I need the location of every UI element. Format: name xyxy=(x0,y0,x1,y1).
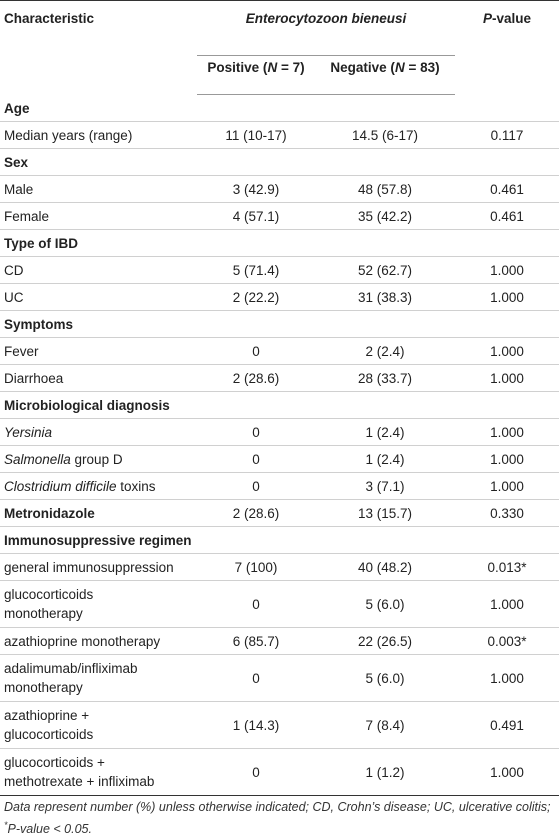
cell-characteristic: Median years (range) xyxy=(0,122,197,149)
cell-pvalue: 1.000 xyxy=(455,419,559,446)
cell-characteristic: Salmonella group D xyxy=(0,446,197,473)
cell-positive: 5 (71.4) xyxy=(197,257,315,284)
cell-characteristic: Female xyxy=(0,203,197,230)
cell-negative: 48 (57.8) xyxy=(315,176,455,203)
section-row xyxy=(0,500,559,527)
section-row xyxy=(0,149,559,176)
cell-positive: 1 (14.3) xyxy=(197,702,315,749)
header-characteristic: Characteristic xyxy=(0,1,197,95)
cell-characteristic: Yersinia xyxy=(0,419,197,446)
section-row xyxy=(0,311,559,338)
cell-characteristic: glucocorticoids monotherapy xyxy=(0,581,197,628)
table-row xyxy=(0,419,559,446)
table-row xyxy=(0,122,559,149)
cell-characteristic: Diarrhoea xyxy=(0,365,197,392)
cell-negative: 7 (8.4) xyxy=(315,702,455,749)
cell-negative: 1 (2.4) xyxy=(315,446,455,473)
table-row xyxy=(0,365,559,392)
cell-pvalue: 1.000 xyxy=(455,338,559,365)
cell-positive: 0 xyxy=(197,446,315,473)
cell-pvalue: 0.461 xyxy=(455,203,559,230)
cell-positive: 3 (42.9) xyxy=(197,176,315,203)
cell-pvalue: 1.000 xyxy=(455,581,559,628)
cell-pvalue: 1.000 xyxy=(455,749,559,796)
table-row xyxy=(0,257,559,284)
header-negative: Negative (N = 83) xyxy=(315,56,455,95)
cell-negative: 28 (33.7) xyxy=(315,365,455,392)
table-row xyxy=(0,176,559,203)
section-title: Type of IBD xyxy=(0,230,559,257)
section-title: Symptoms xyxy=(0,311,559,338)
cell-pvalue: 1.000 xyxy=(455,446,559,473)
cell-negative: 22 (26.5) xyxy=(315,628,455,655)
cell-positive: 0 xyxy=(197,581,315,628)
cell-negative: 5 (6.0) xyxy=(315,581,455,628)
cell-positive: 2 (22.2) xyxy=(197,284,315,311)
cell-negative: 13 (15.7) xyxy=(315,500,455,527)
section-row xyxy=(0,95,559,122)
table-row xyxy=(0,702,559,749)
section-row xyxy=(0,527,559,554)
cell-positive: 2 (28.6) xyxy=(197,500,315,527)
cell-pvalue: 0.461 xyxy=(455,176,559,203)
cell-characteristic: general immunosuppression xyxy=(0,554,197,581)
cell-negative: 5 (6.0) xyxy=(315,655,455,702)
section-title: Age xyxy=(0,95,559,122)
cell-characteristic: Clostridium difficile toxins xyxy=(0,473,197,500)
cell-positive: 7 (100) xyxy=(197,554,315,581)
cell-pvalue: 0.491 xyxy=(455,702,559,749)
cell-positive: 6 (85.7) xyxy=(197,628,315,655)
cell-characteristic: Fever xyxy=(0,338,197,365)
header-pvalue: P-value xyxy=(455,1,559,95)
cell-positive: 11 (10-17) xyxy=(197,122,315,149)
cell-negative: 52 (62.7) xyxy=(315,257,455,284)
cell-characteristic: azathioprine + glucocorticoids xyxy=(0,702,197,749)
cell-negative: 40 (48.2) xyxy=(315,554,455,581)
cell-pvalue: 1.000 xyxy=(455,473,559,500)
section-title: Metronidazole xyxy=(0,500,197,527)
section-title: Sex xyxy=(0,149,559,176)
cell-negative: 3 (7.1) xyxy=(315,473,455,500)
header-positive: Positive (N = 7) xyxy=(197,56,315,95)
table-row xyxy=(0,284,559,311)
table-row xyxy=(0,655,559,702)
cell-characteristic: adalimumab/infliximab monotherapy xyxy=(0,655,197,702)
section-row xyxy=(0,230,559,257)
cell-positive: 0 xyxy=(197,338,315,365)
cell-characteristic: UC xyxy=(0,284,197,311)
cell-negative: 2 (2.4) xyxy=(315,338,455,365)
table-row xyxy=(0,554,559,581)
cell-positive: 2 (28.6) xyxy=(197,365,315,392)
cell-negative: 14.5 (6-17) xyxy=(315,122,455,149)
cell-characteristic: Male xyxy=(0,176,197,203)
table-row xyxy=(0,581,559,628)
section-title: Immunosuppressive regimen xyxy=(0,527,559,554)
cell-pvalue: 1.000 xyxy=(455,257,559,284)
section-row xyxy=(0,392,559,419)
table-row xyxy=(0,446,559,473)
cell-positive: 0 xyxy=(197,473,315,500)
cell-characteristic: CD xyxy=(0,257,197,284)
table-row xyxy=(0,749,559,796)
cell-characteristic: azathioprine monotherapy xyxy=(0,628,197,655)
table-row xyxy=(0,628,559,655)
cell-pvalue: 0.330 xyxy=(455,500,559,527)
cell-characteristic: glucocorticoids + methotrexate + infliximab xyxy=(0,749,197,796)
cell-negative: 1 (2.4) xyxy=(315,419,455,446)
cell-positive: 0 xyxy=(197,419,315,446)
cell-negative: 1 (1.2) xyxy=(315,749,455,796)
table-row xyxy=(0,203,559,230)
section-title: Microbiological diagnosis xyxy=(0,392,559,419)
cell-negative: 31 (38.3) xyxy=(315,284,455,311)
cell-positive: 4 (57.1) xyxy=(197,203,315,230)
cell-pvalue: 1.000 xyxy=(455,284,559,311)
header-group: Enterocytozoon bieneusi xyxy=(197,1,455,56)
cell-positive: 0 xyxy=(197,655,315,702)
cell-pvalue: 0.003* xyxy=(455,628,559,655)
cell-pvalue: 1.000 xyxy=(455,655,559,702)
table-row xyxy=(0,338,559,365)
cell-pvalue: 0.117 xyxy=(455,122,559,149)
table-body xyxy=(0,95,559,796)
cell-positive: 0 xyxy=(197,749,315,796)
cell-pvalue: 0.013* xyxy=(455,554,559,581)
table-footnote: Data represent number (%) unless otherwise indicated; CD, Crohn’s disease; UC, ulcerative colitis; *P-value < 0.05. xyxy=(4,800,551,837)
table-row xyxy=(0,473,559,500)
cell-pvalue: 1.000 xyxy=(455,365,559,392)
cell-negative: 35 (42.2) xyxy=(315,203,455,230)
